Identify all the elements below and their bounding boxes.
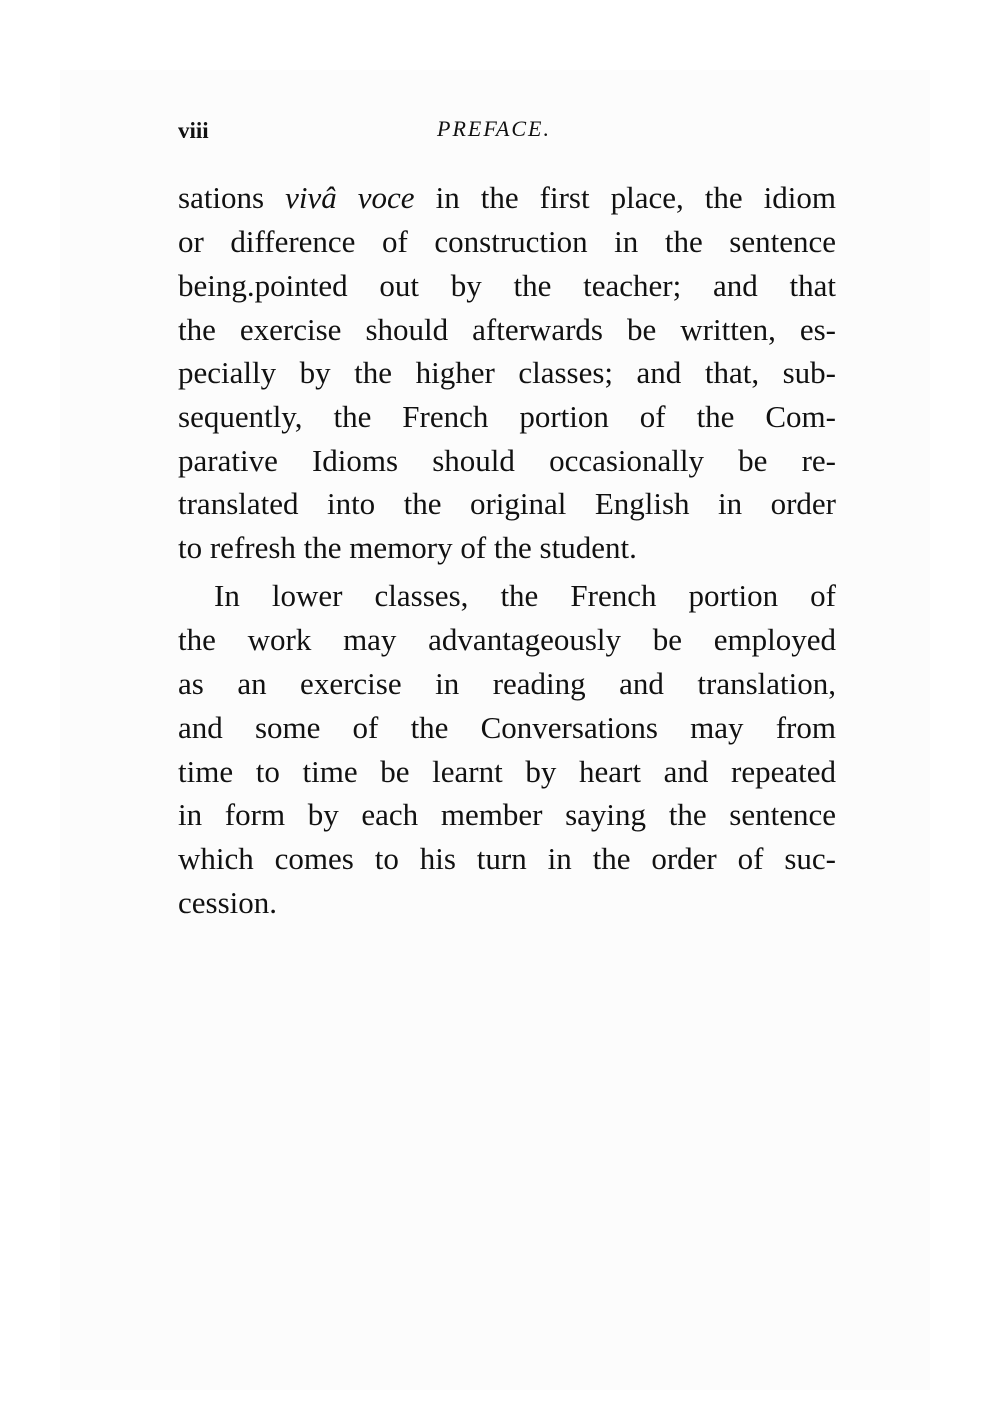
text-line: in form by each member saying the sentence <box>178 797 836 832</box>
text-line: the exercise should afterwards be written, es- <box>178 312 836 347</box>
text-line: which comes to his turn in the order of suc- <box>178 841 836 876</box>
text-line: and some of the Conversations may from <box>178 710 836 745</box>
text-line: sations vivâ voce in the first place, the idiom <box>178 180 836 215</box>
text-line: cession. <box>178 885 278 920</box>
text-line: sequently, the French portion of the Com- <box>178 399 836 434</box>
text-line: parative Idioms should occasionally be re- <box>178 443 836 478</box>
text-line: translated into the original English in order <box>178 486 836 521</box>
running-head: PREFACE. <box>437 116 551 141</box>
page-number: viii <box>178 118 209 143</box>
text-line: as an exercise in reading and translation, <box>178 666 836 701</box>
text-line: In lower classes, the French portion of <box>214 578 836 613</box>
text-line: to refresh the memory of the student. <box>178 530 637 565</box>
text-line: being.pointed out by the teacher; and that <box>178 268 836 303</box>
text-line: or difference of construction in the sentence <box>178 224 836 259</box>
text-line: the work may advantageously be employed <box>178 622 836 657</box>
italic-phrase: vivâ voce <box>285 180 415 215</box>
text-line: time to time be learnt by heart and repeated <box>178 754 836 789</box>
text-line: pecially by the higher classes; and that, sub- <box>178 355 836 390</box>
